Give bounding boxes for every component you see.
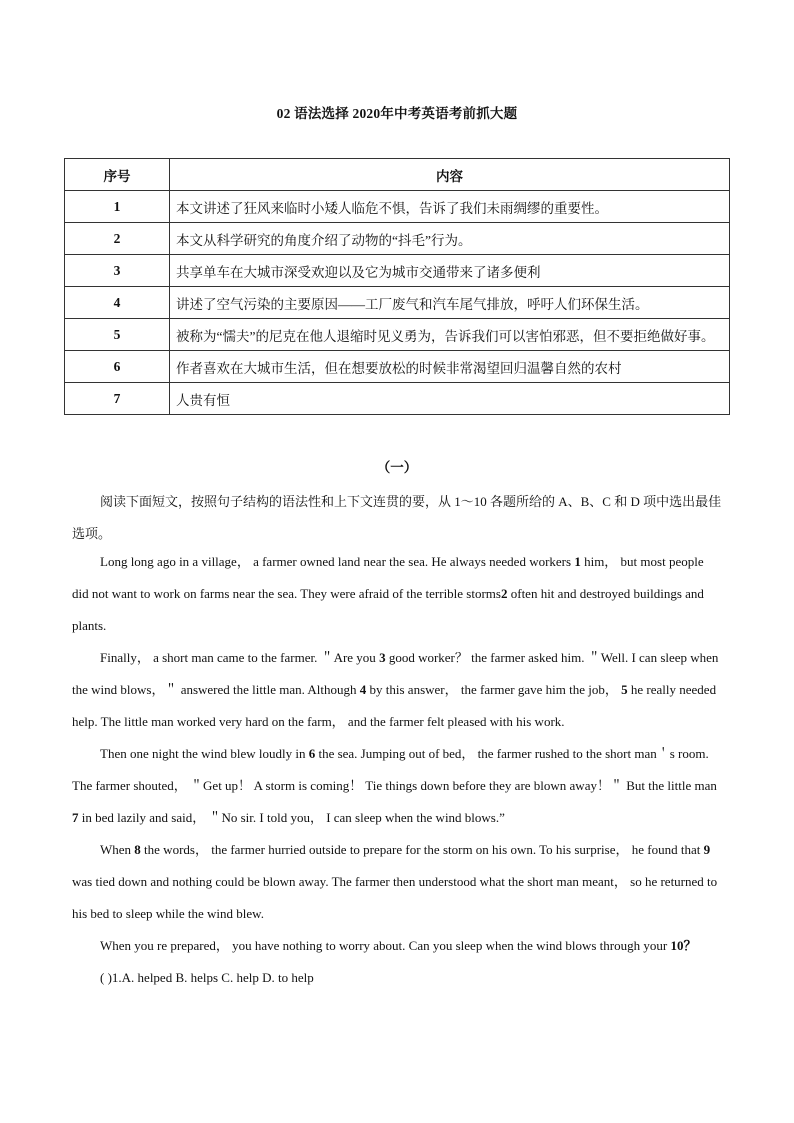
- table-row: [65, 191, 730, 223]
- blank-number: 7: [72, 810, 79, 825]
- passage-text: When: [100, 842, 135, 857]
- row-content: 讲述了空气污染的主要原因——工厂废气和汽车尾气排放，呼吁人们环保生活。: [170, 287, 730, 319]
- blank-number: 6: [308, 746, 316, 761]
- passage-paragraph: [72, 642, 722, 738]
- passage-paragraph: [72, 930, 722, 962]
- table-row: [65, 319, 730, 351]
- blank-number: 2: [500, 586, 508, 601]
- passage-text: Finally， a short man came to the farmer. ＂Are you: [100, 650, 380, 665]
- passage-text: ？: [683, 938, 697, 953]
- row-content: 本文从科学研究的角度介绍了动物的“抖毛”行为。: [170, 223, 730, 255]
- table-row: [65, 255, 730, 287]
- row-num: 2: [65, 223, 170, 255]
- row-content: 共享单车在大城市深受欢迎以及它为城市交通带来了诸多便利: [170, 255, 730, 287]
- row-num: 3: [65, 255, 170, 287]
- passage-paragraph: [72, 834, 722, 930]
- row-content: 作者喜欢在大城市生活，但在想要放松的时候非常渴望回归温馨自然的农村: [170, 351, 730, 383]
- row-content: 本文讲述了狂风来临时小矮人临危不惧，告诉了我们未雨绸缪的重要性。: [170, 191, 730, 223]
- blank-number: 9: [703, 842, 711, 857]
- row-num: 5: [65, 319, 170, 351]
- blank-number: 5: [621, 682, 628, 697]
- page-title: 02 语法选择 2020年中考英语考前抓大题: [276, 106, 518, 121]
- passage-text: him， but most people did not want to work on farms near the sea. They were afraid of the terrible storms: [72, 554, 704, 601]
- passage-text: he really needed help. The little man worked very hard on the farm， and the farmer felt pleased with his work.: [72, 682, 717, 729]
- table-row: [65, 287, 730, 319]
- header-num: 序号: [65, 159, 170, 191]
- blank-number: 1: [574, 554, 581, 569]
- summary-table: [64, 158, 730, 415]
- reading-passage: [72, 546, 722, 994]
- instruction-text: 阅读下面短文，按照句子结构的语法性和上下文连贯的要，从 1～10 各题所给的 A、B、C 和 D 项中选出最佳选项。: [72, 494, 722, 541]
- section-heading: （一）: [376, 460, 418, 475]
- passage-text: the sea. Jumping out of bed， the farmer rushed to the short man＇s room. The farmer shouted， ＂Get up！ A storm is coming！ Tie things down before they are blown away！＂ But the little man: [72, 746, 717, 793]
- row-num: 7: [65, 383, 170, 415]
- passage-text: by this answer， the farmer gave him the job，: [366, 682, 622, 697]
- passage-paragraph: [72, 546, 722, 642]
- row-content: 被称为“懦夫”的尼克在他人退缩时见义勇为，告诉我们可以害怕邪恶，但不要拒绝做好事。: [170, 319, 730, 351]
- blank-number: 3: [379, 650, 386, 665]
- blank-number: 4: [359, 682, 367, 697]
- row-content: 人贵有恒: [170, 383, 730, 415]
- row-num: 6: [65, 351, 170, 383]
- row-num: 1: [65, 191, 170, 223]
- passage-text: in bed lazily and said， ＂No sir. I told you， I can sleep when the wind blows.”: [78, 810, 505, 825]
- table-header-row: [65, 159, 730, 191]
- table-row: [65, 383, 730, 415]
- passage-text: the words， the farmer hurried outside to prepare for the storm on his own. To his surprise， he found that: [140, 842, 704, 857]
- question-item: ( )1.A. helped B. helps C. help D. to help: [100, 970, 314, 985]
- passage-text: was tied down and nothing could be blown away. The farmer then understood what the short man meant， so he returned to his bed to sleep while the wind blew.: [72, 874, 718, 921]
- passage-text: Long long ago in a village， a farmer owned land near the sea. He always needed workers: [100, 554, 575, 569]
- passage-text: Then one night the wind blew loudly in: [100, 746, 309, 761]
- table-row: [65, 351, 730, 383]
- blank-number: 10: [670, 938, 684, 953]
- header-content: 内容: [170, 159, 730, 191]
- blank-number: 8: [134, 842, 141, 857]
- passage-text: often hit and destroyed buildings and plants.: [72, 586, 704, 633]
- passage-paragraph: [72, 738, 722, 834]
- passage-text: good worker？ the farmer asked him. ＂Well. I can sleep when the wind blows，＂ answered the little man. Although: [72, 650, 719, 697]
- passage-text: When you re prepared， you have nothing to worry about. Can you sleep when the wind blows through your: [100, 938, 671, 953]
- row-num: 4: [65, 287, 170, 319]
- table-row: [65, 223, 730, 255]
